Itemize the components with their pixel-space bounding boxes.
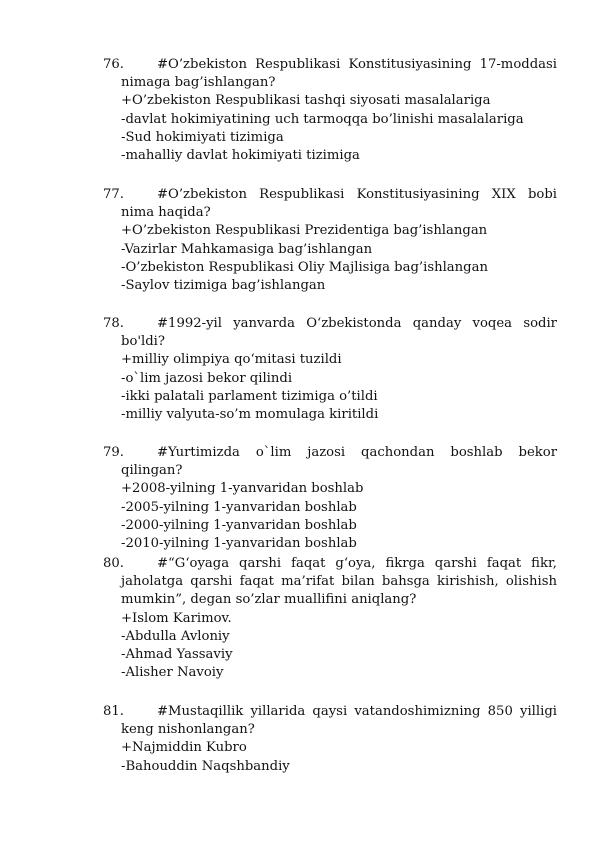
question-text: #Yurtimizda o`lim jazosi qachondan boshlab bekor qilingan?: [121, 445, 557, 479]
question-number: 81.: [103, 704, 124, 719]
answer-option: -milliy valyuta-so’m momulaga kiritildi: [121, 407, 379, 423]
question-number: 76.: [103, 57, 124, 72]
answer-option: -ikki palatali parlament tizimiga o’tildi: [121, 388, 378, 404]
question-78: [103, 315, 557, 424]
answer-option: +Islom Karimov.: [121, 610, 232, 626]
answer-option: -Alisher Navoiy: [121, 665, 224, 681]
answer-option: -o`lim jazosi bekor qilindi: [121, 370, 293, 386]
question-81: [103, 703, 557, 776]
answer-option: -mahalliy davlat hokimiyati tizimiga: [121, 148, 360, 164]
question-number: 79.: [103, 445, 124, 460]
question-number: 77.: [103, 187, 124, 202]
answer-option: -Sud hokimiyati tizimiga: [121, 129, 284, 145]
answer-option: -O’zbekiston Respublikasi Oliy Majlisiga bag’ishlangan: [121, 259, 488, 275]
answer-option: -davlat hokimiyatining uch tarmoqqa bo’linishi masalalariga: [121, 111, 524, 127]
question-text: #Mustaqillik yillarida qaysi vatandoshimizning 850 yilligi keng nishonlangan?: [121, 704, 557, 738]
question-text: #1992-yil yanvarda O‘zbekistonda qanday voqea sodir bo'ldi?: [121, 316, 557, 350]
question-76: [103, 56, 557, 165]
question-79: [103, 444, 557, 553]
question-text: #O’zbekiston Respublikasi Konstitusiyasining XIX bobi nima haqida?: [121, 187, 557, 221]
answer-option: -Saylov tizimiga bag’ishlangan: [121, 278, 326, 294]
answer-option: -Abdulla Avloniy: [121, 628, 230, 644]
answer-option: -2010-yilning 1-yanvaridan boshlab: [121, 536, 357, 552]
answer-option: -Bahouddin Naqshbandiy: [121, 758, 290, 774]
question-text: #O’zbekiston Respublikasi Konstitusiyasining 17-moddasi nimaga bag’ishlangan?: [121, 57, 557, 91]
answer-option: -Vazirlar Mahkamasiga bag’ishlangan: [121, 241, 373, 257]
answer-option: +Najmiddin Kubro: [121, 740, 247, 756]
answer-option: +O’zbekiston Respublikasi tashqi siyosati masalalariga: [121, 93, 491, 109]
answer-option: +milliy olimpiya qo‘mitasi tuzildi: [121, 352, 342, 368]
answer-option: -2005-yilning 1-yanvaridan boshlab: [121, 499, 357, 515]
answer-option: +O’zbekiston Respublikasi Prezidentiga bag’ishlangan: [121, 223, 488, 239]
question-80: [103, 555, 557, 682]
question-number: 80.: [103, 556, 124, 571]
question-number: 78.: [103, 316, 124, 331]
question-77: [103, 186, 557, 295]
answer-option: -2000-yilning 1-yanvaridan boshlab: [121, 517, 357, 533]
answer-option: -Ahmad Yassaviy: [121, 647, 233, 663]
answer-option: +2008-yilning 1-yanvaridan boshlab: [121, 481, 364, 497]
question-text: #“G‘oyaga qarshi faqat g‘oya, fikrga qarshi faqat fikr, jaholatga qarshi faqat ma’rifat bilan bahsga kirishish, olishish mumkin”, degan so’zlar muallifini aniqlang?: [121, 556, 557, 608]
